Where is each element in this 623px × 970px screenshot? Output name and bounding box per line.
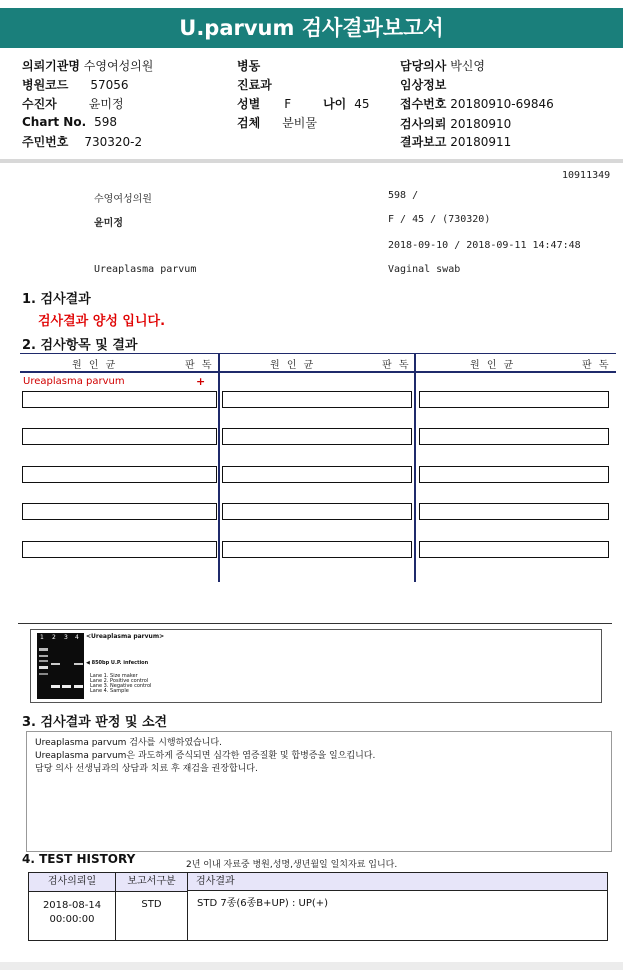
- column-divider: [218, 353, 220, 582]
- header-divider: [0, 159, 623, 163]
- gel-electrophoresis-image: [37, 633, 84, 699]
- label: 검체: [237, 116, 261, 130]
- value: 20180911: [450, 135, 512, 149]
- history-table: [28, 872, 608, 941]
- empty-result-box: [419, 503, 609, 520]
- label: 검사의뢰: [400, 117, 447, 131]
- value: 57056: [90, 78, 129, 92]
- lane-number-2: 2: [52, 634, 56, 641]
- label: 수진자: [22, 97, 57, 111]
- label: 병동: [237, 59, 261, 73]
- info-department: [237, 76, 272, 93]
- history-note: 2년 이내 자료중 병원,성명,생년월일 일치자료 입니다.: [186, 860, 398, 870]
- label: 의뢰기관명: [22, 59, 80, 73]
- empty-result-box: [222, 503, 412, 520]
- label: 병원코드: [22, 78, 69, 92]
- gel-legend: [90, 674, 151, 694]
- gel-legend-item: Lane 2. Positive control: [90, 678, 149, 684]
- plain-sex-age: F / 45 / (730320): [388, 214, 491, 225]
- gel-legend-item: Lane 1. Size maker: [90, 673, 138, 679]
- empty-result-box: [419, 391, 609, 408]
- lane-number-4: 4: [75, 634, 79, 641]
- value: F: [284, 97, 292, 111]
- label: 담당의사: [400, 59, 447, 73]
- history-col-result: 검사결과: [188, 873, 607, 891]
- empty-result-box: [222, 391, 412, 408]
- plain-test: Ureaplasma parvum: [94, 264, 197, 275]
- col-result-1: 판 독: [185, 360, 214, 371]
- results-table-header: [20, 353, 616, 373]
- value: 박신영: [450, 59, 485, 73]
- history-type: STD: [141, 899, 162, 910]
- history-result: STD 7종(6종B+UP) : UP(+): [197, 898, 329, 909]
- empty-result-box: [419, 428, 609, 445]
- history-date-day: 2018-08-14: [42, 900, 102, 911]
- value: 분비물: [282, 116, 317, 130]
- gel-title: <Ureaplasma parvum>: [86, 633, 165, 640]
- lane-number-1: 1: [40, 634, 44, 641]
- gel-legend-item: Lane 4. Sample: [90, 688, 129, 694]
- col-pathogen-3: 원 인 균: [470, 360, 516, 371]
- opinion-line: Ureaplasma parvum 검사를 시행하였습니다.: [35, 738, 222, 748]
- empty-result-box: [419, 466, 609, 483]
- label: 성별: [237, 97, 261, 111]
- gel-band-note: ◀ 850bp U.P. infection: [86, 660, 149, 666]
- value: 20180910-69846: [450, 97, 554, 111]
- value: 20180910: [450, 117, 512, 131]
- lane-number-3: 3: [64, 634, 68, 641]
- history-date-time: 00:00:00: [49, 914, 95, 925]
- opinion-box: [26, 731, 612, 852]
- empty-result-box: [22, 391, 217, 408]
- column-divider: [414, 353, 416, 582]
- history-divider: [187, 873, 188, 940]
- empty-result-box: [222, 466, 412, 483]
- empty-result-box: [22, 503, 217, 520]
- col-pathogen-1: 원 인 균: [72, 360, 118, 371]
- value: 윤미정: [88, 97, 124, 111]
- empty-result-box: [419, 541, 609, 558]
- info-doctor: [400, 57, 485, 74]
- info-chart-no: [22, 115, 117, 129]
- gel-separator: [18, 623, 612, 624]
- empty-result-box: [22, 428, 217, 445]
- value: 598: [94, 115, 118, 129]
- opinion-line: 담당 의사 선생님과의 상담과 치료 후 재검을 권장합니다.: [35, 764, 258, 774]
- label: 주민번호: [22, 135, 69, 149]
- empty-result-box: [222, 428, 412, 445]
- col-result-2: 판 독: [382, 360, 411, 371]
- value: 수영여성의원: [83, 59, 154, 73]
- label: 진료과: [237, 78, 272, 92]
- gel-legend-item: Lane 3. Negative control: [90, 683, 152, 689]
- value: 730320-2: [84, 135, 143, 149]
- plain-dates: 2018-09-10 / 2018-09-11 14:47:48: [388, 240, 581, 251]
- info-specimen: [237, 114, 317, 131]
- info-clinical: [400, 76, 446, 93]
- label: Chart No.: [22, 115, 87, 129]
- empty-result-box: [22, 541, 217, 558]
- label: 나이: [323, 97, 347, 111]
- info-report-date: [400, 133, 511, 150]
- pathogen-name: Ureaplasma parvum: [23, 376, 125, 387]
- empty-result-box: [22, 466, 217, 483]
- info-request-date: [400, 115, 511, 132]
- col-result-3: 판 독: [582, 360, 611, 371]
- section-1-title: 1. 검사결과: [22, 292, 91, 307]
- info-resident-no: [22, 133, 142, 150]
- plain-chart: 598 /: [388, 190, 419, 201]
- col-pathogen-2: 원 인 균: [270, 360, 316, 371]
- history-col-type: 보고서구분: [116, 873, 187, 892]
- info-hospital-code: [22, 76, 129, 93]
- label: 임상정보: [400, 78, 447, 92]
- plain-patient: 윤미정: [94, 218, 123, 229]
- history-col-date: 검사의뢰일: [29, 873, 115, 892]
- history-date: [29, 899, 115, 927]
- section-2-title: 2. 검사항목 및 결과: [22, 338, 138, 353]
- section-4-title: 4. TEST HISTORY: [22, 852, 136, 866]
- info-hospital: [22, 57, 153, 74]
- report-id: 10911349: [562, 170, 611, 181]
- info-reception-no: [400, 95, 554, 112]
- info-patient: [22, 95, 124, 112]
- info-sex-age: [237, 95, 370, 112]
- plain-hospital: 수영여성의원: [94, 194, 152, 205]
- result-message: 검사결과 양성 입니다.: [38, 314, 166, 329]
- info-ward: [237, 57, 260, 74]
- label: 결과보고: [400, 135, 447, 149]
- value: 45: [354, 97, 370, 111]
- report-title: U.parvum 검사결과보고서: [0, 8, 623, 48]
- plain-specimen: Vaginal swab: [388, 264, 461, 275]
- empty-result-box: [222, 541, 412, 558]
- section-3-title: 3. 검사결과 판정 및 소견: [22, 715, 168, 730]
- pathogen-result: +: [196, 375, 206, 388]
- opinion-line: Ureaplasma parvum은 과도하게 증식되면 심각한 염증질환 및 합병증을 일으킵니다.: [35, 751, 376, 761]
- label: 접수번호: [400, 97, 447, 111]
